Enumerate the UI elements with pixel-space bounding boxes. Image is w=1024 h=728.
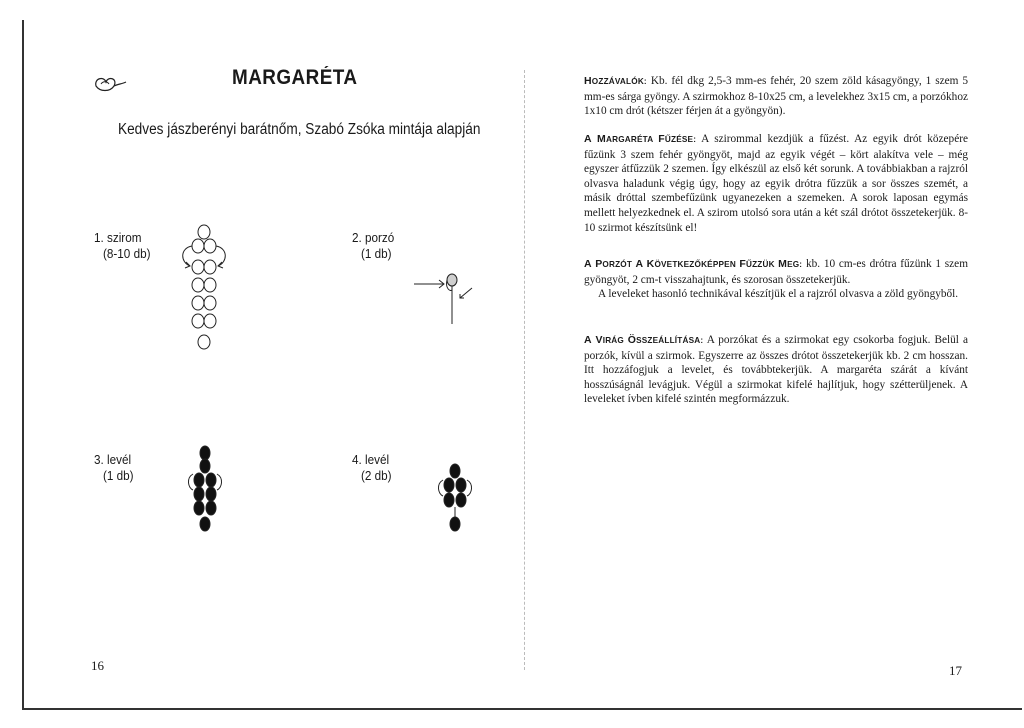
flower-ornament-icon [92, 72, 128, 96]
step-1-count: (8-10 db) [103, 246, 151, 261]
step-3-title: 3. levél [94, 452, 132, 467]
page-gutter [524, 70, 525, 670]
section-heading: A MARGARÉTA FŰZÉSE: [584, 133, 697, 145]
page-title: MARGARÉTA [232, 66, 358, 89]
threading-section [584, 132, 968, 235]
step-2-title: 2. porzó [352, 230, 395, 245]
ingredients-section [584, 74, 968, 119]
petal-pattern-diagram [176, 222, 236, 357]
stamen-section [584, 257, 968, 302]
section-paragraph: kb. 10 cm-es drótra fűzünk 1 szem gyöngyöt, 2 cm-t visszahajtunk, és szorosan összetekerjük. [584, 258, 968, 286]
section-paragraph: Kb. fél dkg 2,5-3 mm-es fehér, 20 szem zöld kásagyöngy, 1 szem 5 mm-es sárga gyöngy. A szirmokhoz 8-10x25 cm, a levelekhez 3x15 cm, a porzókhoz 1x10 cm drót (kétszer férjen át a gyöngyön). [584, 75, 968, 118]
section-paragraph: A leveleket hasonló technikával készítjük el a rajzról olvasva a zöld gyöngyből. [598, 288, 959, 301]
page-number-right: 17 [949, 663, 962, 678]
section-heading: HOZZÁVALÓK: [584, 75, 647, 87]
step-2-label [352, 230, 394, 262]
leaf-small-pattern-diagram [430, 462, 480, 534]
section-heading: A PORZÓT A KÖVETKEZŐKÉPPEN FŰZZÜK MEG: [584, 258, 803, 270]
step-3-label [94, 452, 134, 484]
step-2-count: (1 db) [361, 246, 392, 261]
assembly-section [584, 333, 968, 407]
leaf-pattern-diagram [180, 444, 230, 534]
page-number-left: 16 [91, 658, 104, 673]
section-heading: A VIRÁG ÖSSZEÁLLÍTÁSA: [584, 334, 704, 346]
page-subtitle: Kedves jászberényi barátnőm, Szabó Zsóka mintája alapján [118, 121, 481, 138]
section-paragraph: A szirommal kezdjük a fűzést. Az egyik drót közepére fűzünk 3 szem fehér gyöngyöt, majd az egyik végét – kört alakítva vele – még egyszer átfűzzük 2 szemen. Így elkészül az első két sorunk. A továbbiakban a rajzról olvasva haladunk végig úgy, hogy az egyik drótra fűzzük a sor összes szemét, a másik dróttal szembefűzünk ugyanezeken a szemeken. A sorok laposan egymás mellett helyezkednek el. A szirom utolsó sora után a két szál drótot összetekerjük. 8-10 szirmot készítsünk el! [584, 133, 968, 234]
step-1-title: 1. szirom [94, 230, 142, 245]
section-paragraph: A porzókat és a szirmokat egy csokorba fogjuk. Belül a porzók, kívül a szirmok. Egyszerre az összes drótot összetekerjük kb. 2 cm hosszan. Itt hozzáfogjuk a levelet, és továbbtekerjük. A margaréta szárát a kívánt hosszúságnál levágjuk. Végül a szirmokat kifelé hajlítjuk, hogy szétterüljenek. A leveleket ívben kifelé szintén megformázzuk. [584, 334, 968, 406]
step-3-count: (1 db) [103, 468, 134, 483]
step-4-count: (2 db) [361, 468, 392, 483]
stamen-pattern-diagram [412, 268, 482, 328]
step-1-label [94, 230, 150, 262]
step-4-title: 4. levél [352, 452, 390, 467]
step-4-label [352, 452, 392, 484]
